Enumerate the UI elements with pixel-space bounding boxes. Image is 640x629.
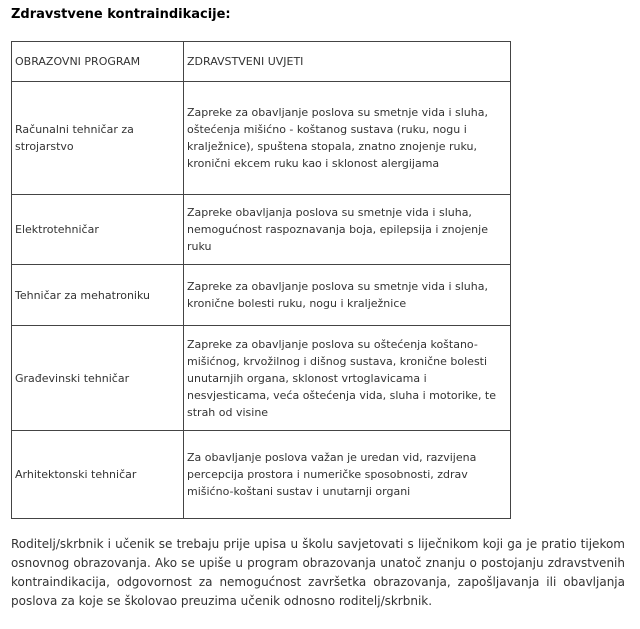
column-header-program: OBRAZOVNI PROGRAM: [12, 42, 184, 82]
program-cell: Računalni tehničar za strojarstvo: [12, 82, 184, 195]
table-row: [12, 82, 511, 195]
column-header-conditions: ZDRAVSTVENI UVJETI: [184, 42, 511, 82]
program-cell: Arhitektonski tehničar: [12, 431, 184, 519]
program-cell: Građevinski tehničar: [12, 326, 184, 431]
table-row: [12, 431, 511, 519]
table-row: [12, 265, 511, 326]
conditions-cell: Zapreke za obavljanje poslova su smetnje vida i sluha, kronične bolesti ruku, nogu i kralježnice: [184, 265, 511, 326]
conditions-cell: Zapreke za obavljanje poslova su oštećenja koštano-mišićnog, krvožilnog i dišnog sustava, kronične bolesti unutarnjih organa, sklonost vrtoglavicama i nesvjesticama, veća oštećenja vida, sluha i motorike, te strah od visine: [184, 326, 511, 431]
conditions-cell: Zapreke za obavljanje poslova su smetnje vida i sluha, oštećenja mišićno - koštanog sustava (ruku, nogu i kralježnice), spuštena stopala, znatno znojenje ruku, kronični ekcem ruku kao i sklonost alergijama: [184, 82, 511, 195]
conditions-cell: Zapreke obavljanja poslova su smetnje vida i sluha, nemogućnost raspoznavanja boja, epilepsija i znojenje ruku: [184, 195, 511, 265]
page-title: Zdravstvene kontraindikacije:: [11, 7, 231, 22]
table-header-row: [12, 42, 511, 82]
program-cell: Tehničar za mehatroniku: [12, 265, 184, 326]
advisory-paragraph: Roditelj/skrbnik i učenik se trebaju prije upisa u školu savjetovati s liječnikom koji ga je pratio tijekom osnovnog obrazovanja. Ako se upiše u program obrazovanja unatoč znanju o postojanju zdravstvenih kontraindikacija, odgovornost za nemogućnost završetka obrazovanja, zapošljavanja ili obavljanja poslova za koje se školovao preuzima učenik odnosno roditelj/skrbnik.: [11, 537, 625, 608]
table-row: [12, 326, 511, 431]
program-cell: Elektrotehničar: [12, 195, 184, 265]
health-contraindications-table: [11, 41, 511, 519]
conditions-cell: Za obavljanje poslova važan je uredan vid, razvijena percepcija prostora i numeričke sposobnosti, zdrav mišićno-koštani sustav i unutarnji organi: [184, 431, 511, 519]
table-row: [12, 195, 511, 265]
